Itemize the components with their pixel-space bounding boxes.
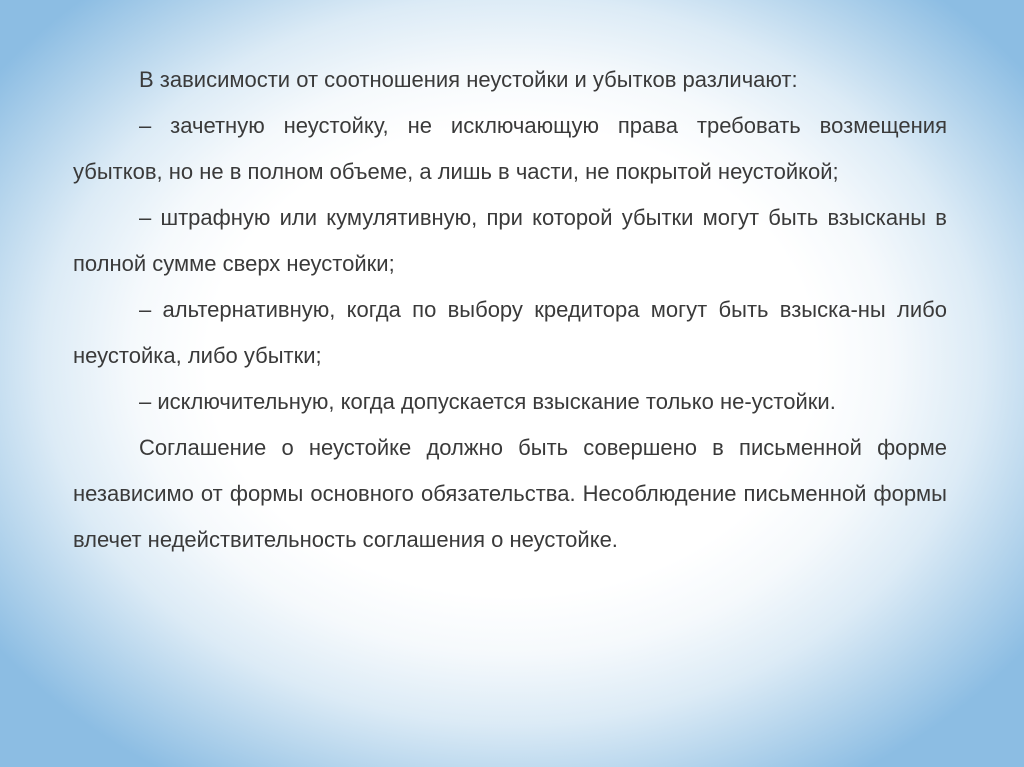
slide-text bbox=[73, 57, 947, 563]
intro-paragraph: В зависимости от соотношения неустойки и убытков различают: bbox=[139, 67, 798, 92]
agreement-form-paragraph: Соглашение о неустойке должно быть совершено в письменной форме независимо от формы основного обязательства. Несоблюдение письменной формы влечет недействительность соглашения о неустойке. bbox=[73, 435, 947, 552]
list-item-punitive-penalty: – штрафную или кумулятивную, при которой убытки могут быть взысканы в полной сумме сверх неустойки; bbox=[73, 205, 947, 276]
list-item-alternative-penalty: – альтернативную, когда по выбору кредитора могут быть взыска-ны либо неустойка, либо убытки; bbox=[73, 297, 947, 368]
list-item-exclusive-penalty: – исключительную, когда допускается взыскание только не-устойки. bbox=[139, 389, 836, 414]
list-item-offset-penalty: – зачетную неустойку, не исключающую права требовать возмещения убытков, но не в полном объеме, а лишь в части, не покрытой неустойкой; bbox=[73, 113, 947, 184]
